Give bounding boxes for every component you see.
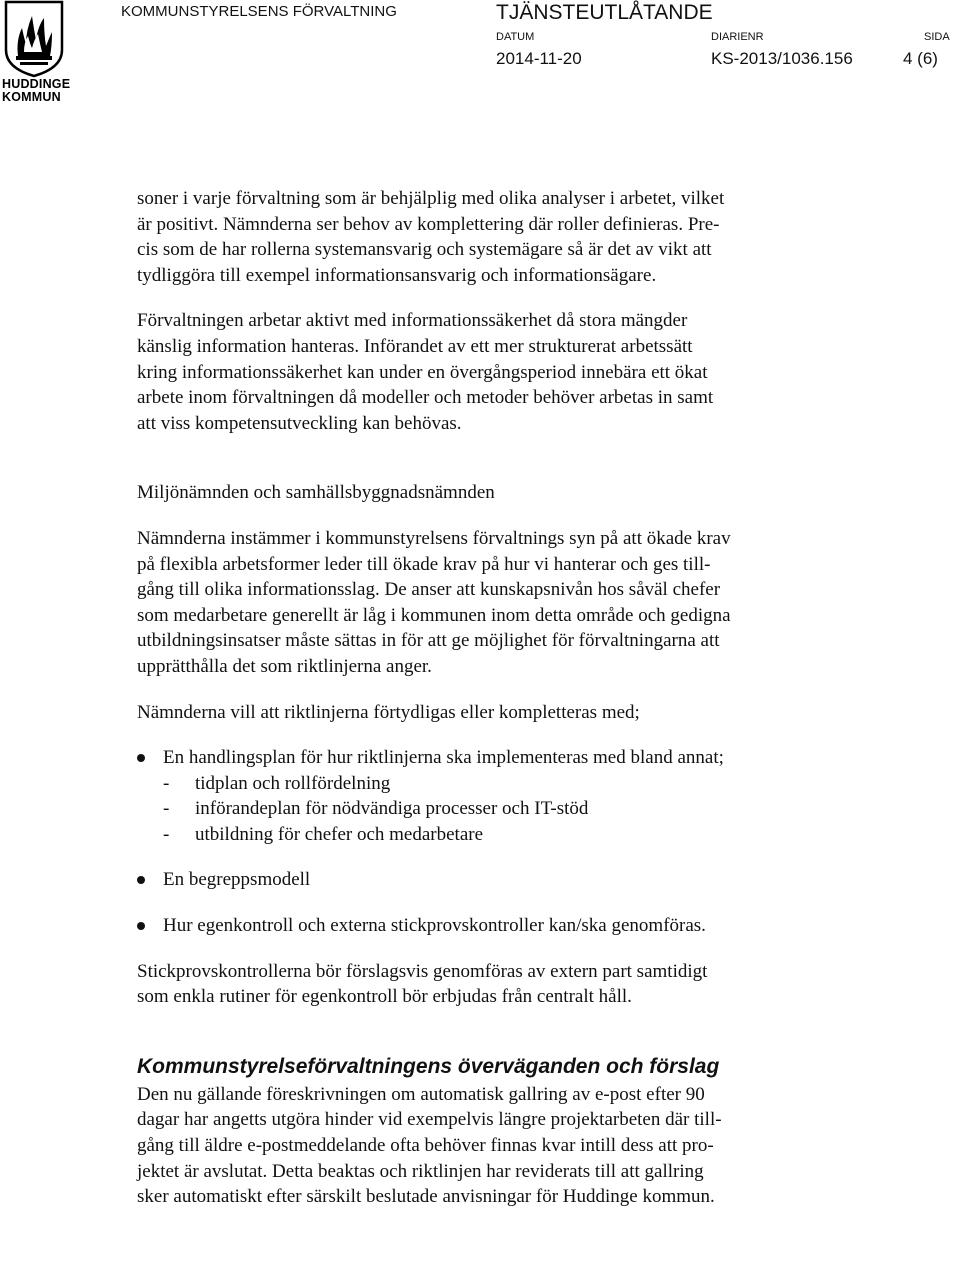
document-body (137, 186, 937, 1210)
logo-line-huddinge: HUDDINGE (2, 77, 71, 91)
list-item-text: Hur egenkontroll och externa stickprovskontroller kan/ska genomföras. (163, 915, 706, 937)
bullet-icon (137, 754, 145, 762)
bullet-icon (137, 922, 145, 930)
dash-icon: - (163, 798, 170, 820)
page-number: 4 (6) (903, 49, 938, 68)
sub-list-item (137, 822, 937, 848)
document-type: TJÄNSTEUTLÅTANDE (496, 1, 713, 24)
datum-value: 2014-11-20 (496, 49, 582, 68)
paragraph: Den nu gällande föreskrivningen om automatisk gallring av e-post efter 90 dagar har angetts utgöra hinder vid exempelvis längre projektarbeten där till- gång till äldre e-postmeddelande ofta behöver finnas kvar intill dess att pro- jektet är avslutat. Detta beaktas och riktlinjen har reviderats till att gallring sker automatiskt efter särskilt beslutade anvisningar för Huddinge kommun. (137, 1083, 722, 1208)
dash-icon: - (163, 823, 170, 845)
datum-label: DATUM (496, 31, 535, 43)
sub-list-item-text: införandeplan för nödvändiga processer och IT-stöd (195, 798, 589, 820)
list-item (137, 745, 937, 771)
huddinge-logo (0, 0, 71, 106)
paragraph: Stickprovskontrollerna bör förslagsvis genomföras av extern part samtidigt som enkla rutiner för egenkontroll bör erbjudas från centralt håll. (137, 960, 708, 1008)
sida-label: SIDA (924, 31, 950, 43)
sub-list-item-text: tidplan och rollfördelning (195, 772, 391, 794)
paragraph: Nämnderna vill att riktlinjerna förtydligas eller kompletteras med; (137, 701, 640, 723)
diarienr-label: DIARIENR (711, 31, 764, 43)
paragraph: Förvaltningen arbetar aktivt med informationssäkerhet då stora mängder känslig information hanteras. Införandet av ett mer strukturerat arbetssätt kring informationssäkerhet kan under en övergångsperiod innebära ett ökat arbete inom förvaltningen då modeller och metoder behöver arbetas in samt att viss kompetensutveckling kan behövas. (137, 310, 714, 434)
section-heading: Miljönämnden och samhällsbyggnadsnämnden (137, 482, 495, 504)
paragraph: Nämnderna instämmer i kommunstyrelsens förvaltnings syn på att ökade krav på flexibla arbetsformer leder till ökade krav på hur vi hanterar och ges till- gång till olika informationsslag. De anser att kunskapsnivån hos såväl chefer som medarbetare generellt är låg i kommunen inom detta område och gedigna utbildningsinsatser måste sättas in för att ge möjlighet för förvaltningarna att upprätthålla det som riktlinjerna anger. (137, 527, 731, 677)
list-item-text: En handlingsplan för hur riktlinjerna ska implementeras med bland annat; (163, 747, 724, 769)
list-item (137, 913, 937, 939)
diarienr-value: KS-2013/1036.156 (711, 49, 853, 68)
sub-list-item (137, 771, 937, 797)
sub-list-item-text: utbildning för chefer och medarbetare (195, 823, 484, 845)
list-item (137, 867, 937, 893)
flame-shield-icon (0, 0, 68, 78)
bullet-icon (137, 876, 145, 884)
dash-icon: - (163, 772, 170, 794)
paragraph: soner i varje förvaltning som är behjälplig med olika analyser i arbetet, vilket är positivt. Nämnderna ser behov av komplettering där roller definieras. Pre- cis som de har rollerna systemansvarig och systemägare så är det av vikt att tydliggöra till exempel informationsansvarig och informationsägare. (137, 188, 725, 286)
section-title: Kommunstyrelseförvaltningens överväganden och förslag (137, 1054, 720, 1078)
logo-line-kommun: KOMMUN (2, 90, 61, 104)
sub-list-item (137, 796, 937, 822)
list-item-text: En begreppsmodell (163, 869, 311, 891)
organization-name: KOMMUNSTYRELSENS FÖRVALTNING (121, 3, 397, 20)
